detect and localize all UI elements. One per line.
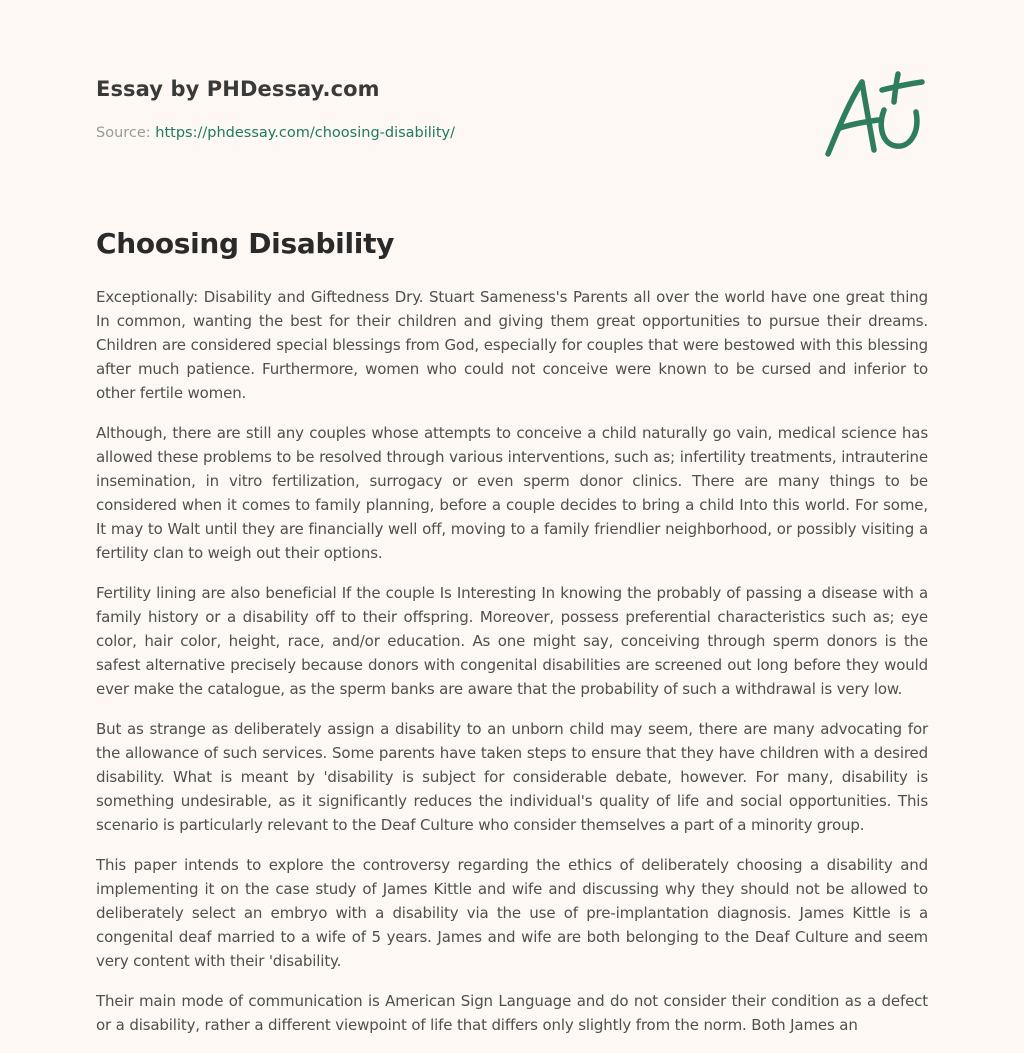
source-link[interactable]: https://phdessay.com/choosing-disability/ — [155, 125, 455, 141]
essay-title: Choosing Disability — [96, 227, 395, 260]
brand-title: Essay by PHDessay.com — [96, 77, 380, 101]
essay-paragraph-3: Fertility lining are also beneficial If the couple Is Interesting In knowing the probably of passing a disease with a family history or a disability off to their offspring. Moreover, possess preferential characteristics such as; eye color, hair color, height, race, and/or education. As one might say, conceiving through sperm donors is the safest alternative precisely because donors with congenital disabilities are screened out long before they would ever make the catalogue, as the sperm banks are aware that the probability of such a withdrawal is very low. — [96, 584, 928, 698]
essay-paragraph-1: Exceptionally: Disability and Giftedness Dry. Stuart Sameness's Parents all over the world have one great thing In common, wanting the best for their children and giving them great opportunities to pursue their dreams. Children are considered special blessings from God, especially for couples that were bestowed with this blessing after much patience. Furthermore, women who could not conceive were known to be cursed and inferior to other fertile women. — [96, 288, 928, 402]
a-plus-grade-logo-icon — [824, 70, 928, 166]
essay-paragraph-6: Their main mode of communication is American Sign Language and do not consider their condition as a defect or a disability, rather a different viewpoint of life that differs only slightly from the norm. Both James an — [96, 992, 928, 1034]
essay-body — [96, 285, 928, 1053]
essay-paragraph-2: Although, there are still any couples whose attempts to conceive a child naturally go vain, medical science has allowed these problems to be resolved through various interventions, such as; infertility treatments, intrauterine insemination, in vitro fertilization, surrogacy or even sperm donor clinics. There are many things to be considered when it comes to family planning, before a couple decides to bring a child Into this world. For some, It may to Walt until they are financially well off, moving to a family friendlier neighborhood, or possibly visiting a fertility clan to weigh out their options. — [96, 424, 928, 562]
source-line — [96, 125, 455, 141]
page-header — [96, 74, 928, 184]
a-plus-logo-svg — [824, 70, 928, 166]
source-label: Source: — [96, 125, 151, 141]
essay-paragraph-5: This paper intends to explore the controversy regarding the ethics of deliberately choosing a disability and implementing it on the case study of James Kittle and wife and discussing why they should not be allowed to deliberately select an embryo with a disability via the use of pre-implantation diagnosis. James Kittle is a congenital deaf married to a wife of 5 years. James and wife are both belonging to the Deaf Culture and seem very content with their 'disability. — [96, 856, 928, 970]
essay-paragraph-4: But as strange as deliberately assign a disability to an unborn child may seem, there are many advocating for the allowance of such services. Some parents have taken steps to ensure that they have children with a desired disability. What is meant by 'disability is subject for considerable debate, however. For many, disability is something undesirable, as it significantly reduces the individual's quality of life and social opportunities. This scenario is particularly relevant to the Deaf Culture who consider themselves a part of a minority group. — [96, 720, 928, 834]
